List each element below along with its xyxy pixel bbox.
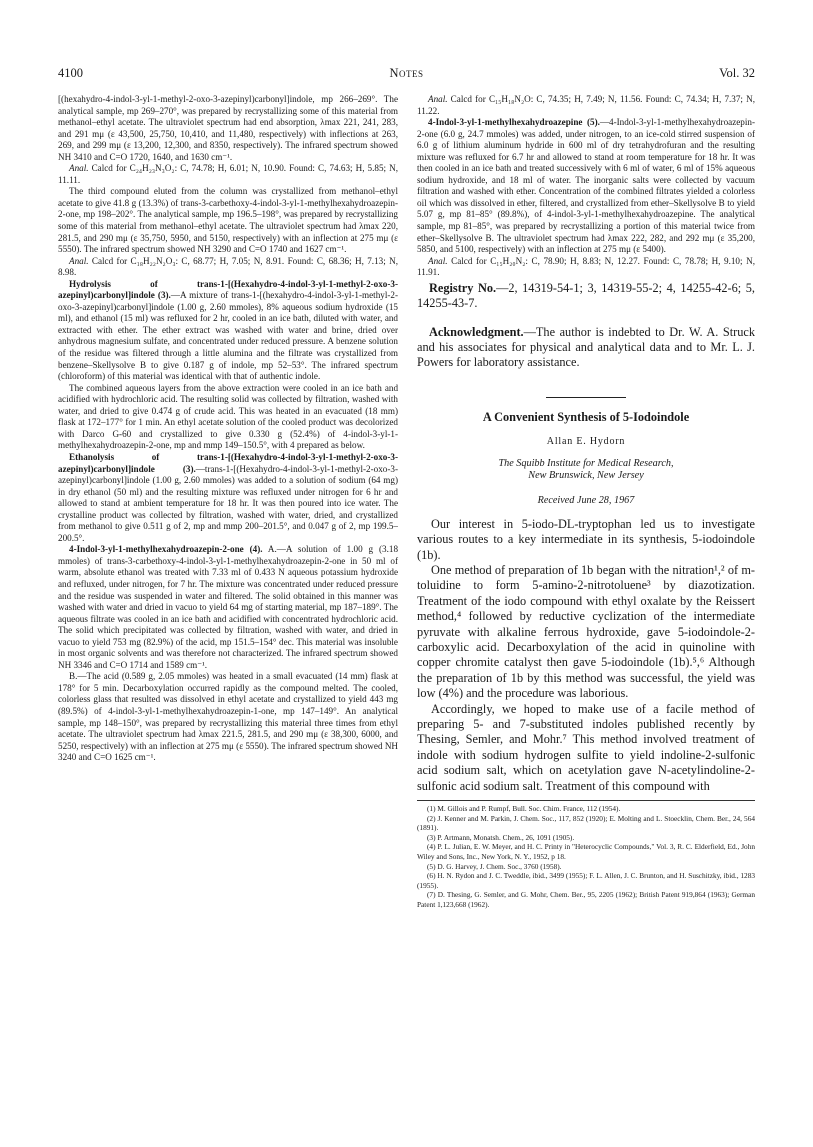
paragraph-lead: Anal.	[69, 163, 89, 174]
paragraph-heading: Hydrolysis of trans-1-[(Hexahydro-4-indol-3-yl-1-methyl-2-oxo-3-azepinyl)carbonyl]indole (3).	[58, 278, 398, 301]
article-paragraph: One method of preparation of 1b began with the nitration¹,² of m-toluidine to form 5-amino-2-nitrotoluene³ by diazotization. Treatment of the iodo compound with ethyl oxalate by the Reissert method,⁴ followed by reductive cyclization of the intermediate pyruvate with alkaline ferrous hydroxide, gave 5-iodoindole-2-carboxylic acid. Decarboxylation of the acid in quinoline with copper chromite catalyst then gave 5-iodoindole (1b).⁵,⁶ Although the preparation of 1b by this method was successful, the yield was low (4%) and the procedure was laborious.	[417, 563, 755, 701]
page-number: 4100	[58, 66, 83, 80]
paragraph-text: Calcd for C₂₄H₂₃N₃O₂: C, 74.78; H, 6.01; N, 10.90. Found: C, 74.63; H, 5.85; N, 11.11.	[58, 163, 398, 185]
paragraph	[58, 544, 398, 671]
footnotes	[417, 804, 755, 910]
footnote: (1) M. Gillois and P. Rumpf, Bull. Soc. Chim. France, 112 (1954).	[427, 804, 621, 814]
affiliation-line: The Squibb Institute for Medical Research,	[498, 457, 674, 469]
paragraph	[58, 383, 398, 452]
paragraph-heading: 4-Indol-3-yl-1-methylhexahydroazepine (5).	[428, 117, 600, 128]
left-column	[58, 94, 398, 764]
paragraph-text: Calcd for C₁₅H₂₀N₂: C, 78.90; H, 8.83; N, 12.27. Found: C, 78.78; H, 9.10; N, 11.91.	[417, 255, 755, 278]
paragraph-text: Calcd for C₁₅H₁₈N₂O: C, 74.35; H, 7.49; N, 11.56. Found: C, 74.34; H, 7.37; N, 11.22.	[417, 94, 755, 116]
footnote: (5) D. G. Harvey, J. Chem. Soc., 3760 (1958).	[427, 861, 562, 871]
paragraph-lead: Anal.	[428, 255, 448, 266]
paragraph-text: [(hexahydro-4-indol-3-yl-1-methyl-2-oxo-3-azepinyl)carbonyl]indole, mp 266–269°. The analytical sample, mp 269–270°, was prepared by recrystallizing some of this material from methanol–ethyl acetate. The ultraviolet spectrum had end absorption, λmax 221, 241, 283, and 291 mμ (ε 43,500, 25,750, 10,410, and 11,480, respectively) with inflections at 263, 269, and 299 mμ (ε 13,200, 12,300, and 8350, respectively). The infrared spectrum showed NH 3410 and C=O 1720, 1640, and 1630 cm⁻¹.	[58, 94, 398, 162]
paragraph-lead: Anal.	[428, 94, 448, 104]
paragraph	[58, 186, 398, 255]
article-affiliation	[417, 458, 755, 483]
paragraph-text: —trans-1-[(Hexahydro-4-indol-3-yl-1-methyl-2-oxo-3-azepinyl)carbonyl]indole (1.00 g, 2.60 mmoles) was added to a solution of sodium (64 mg) in dry ethanol (50 ml) and the resulting mixture was refluxed under nitrogen for 6 hr and allowed to stand at ambient temperature for 18 hr. It was then poured into ice water. The crystalline product was collected by filtration, washed with water, dried, and crystallized from methanol to give 0.511 g of 2, mp and mmp 200–201.5°, and 0.047 g of 2, mp 199.5–200.5°.	[58, 463, 398, 543]
article-author: Allan E. Hydorn	[546, 435, 626, 447]
paragraph	[58, 94, 398, 163]
right-column-experimental	[417, 94, 755, 279]
footnote: (7) D. Thesing, G. Semler, and G. Mohr, Chem. Ber., 95, 2205 (1962); British Patent 919,864 (1963); German Patent 1,123,668 (1962).	[417, 890, 755, 910]
article-paragraph: Accordingly, we hoped to make use of a facile method of preparing 5- and 7-substituted indoles published recently by Thesing, Semler, and Mohr.⁷ This method involved treatment of indole with sodium hydrogen sulfite to yield indoline-2-sulfonic acid sodium salt, which on acetylation gave N-acetylindoline-2-sulfonic acid sodium salt. Treatment of this compound with	[417, 701, 755, 793]
paragraph-text: A.—A solution of 1.00 g (3.18 mmoles) of trans-3-carbethoxy-4-indol-3-yl-1-methylhexahydroazepin-2-one in 50 ml of warm, absolute ethanol was treated with 7.33 ml of 0.433 N aqueous potassium hydroxide and refluxed, under nitrogen, for 7 hr. The mixture was concentrated under reduced pressure and the residue was suspended in water and filtered. The solid obtained in this manner was washed with water and dried in vacuo to yield 64 mg of starting material, mp 187–189°. The aqueous filtrate was cooled in an ice bath and acidified with concentrated hydrochloric acid. The solid which precipitated was collected by filtration, washed with water, and dried in vacuo to yield 753 mg (82.9%) of the acid, mp 151.5–154° dec. This material was insoluble in most organic solvents and was therefore not characterized. The infrared spectrum showed NH 3346 and C=O 1714 and 1589 cm⁻¹.	[58, 544, 399, 670]
acknowledgment-label: Acknowledgment.	[429, 324, 524, 339]
footnote: (4) P. L. Julian, E. W. Meyer, and H. C. Printy in "Heterocyclic Compounds," Vol. 3, R. C. Elderfield, Ed., John Wiley and Sons, Inc., New York, N. Y., 1952, p 18.	[417, 842, 755, 862]
paragraph-text: —A mixture of trans-1-[(hexahydro-4-indol-3-yl-1-methyl-2-oxo-3-azepinyl)carbonyl]indole (1.00 g, 2.60 mmoles), 8% aqueous sodium hydroxide (15 ml), and ethanol (15 ml) was refluxed for 2 hr, cooled in an ice bath, diluted with water, and extracted with ether. The ether extract was washed with water and brine, dried over anhydrous magnesium sulfate, and concentrated under reduced pressure. A benzene solution of the residue was filtered through a little alumina and the filtrate was crystallized from benzene–Skellysolve B to give 0.187 g of indole, mp 52–53°. The infrared spectrum (chloroform) of this material was identical with that of authentic indole.	[58, 290, 399, 382]
registry-text: —2, 14319-54-1; 3, 14319-55-2; 4, 14255-42-6; 5, 14255-43-7.	[417, 280, 755, 311]
section-title: Notes	[389, 66, 424, 80]
article-body	[417, 517, 755, 794]
received-date: Received June 28, 1967	[537, 494, 635, 506]
paragraph	[58, 671, 398, 763]
paragraph	[58, 163, 398, 186]
paragraph-text: The combined aqueous layers from the above extraction were cooled in an ice bath and acidified with hydrochloric acid. The resulting solid was collected by filtration, washed with water, and dried to give 0.474 g of crude acid. This was heated in an evacuated (18 mm) flask at 172–177° for 1 min. An ethyl acetate solution of the cooled product was decolorized with Darco G-60 and crystallized to give 0.330 g (52.4%) of 4-indol-3-yl-1-methylhexahydroazepin-2-one, mp and mmp 149–150.5°, with 4 prepared as below.	[58, 382, 398, 451]
paragraph-lead: Anal.	[69, 255, 89, 266]
paragraph-text: Calcd for C₁₈H₂₂N₂O₃: C, 68.77; H, 7.05; N, 8.91. Found: C, 68.36; H, 7.13; N, 8.98.	[58, 255, 398, 278]
paragraph-heading: 4-Indol-3-yl-1-methylhexahydroazepin-2-one (4).	[69, 544, 263, 555]
volume-label: Vol. 32	[719, 66, 755, 80]
footnote: (2) J. Kenner and M. Parkin, J. Chem. Soc., 117, 852 (1920); E. Molting and L. Stoecklin, Chem. Ber., 24, 564 (1891).	[417, 813, 755, 833]
section-divider	[546, 397, 626, 398]
registry-label: Registry No.	[429, 280, 497, 295]
paragraph	[417, 256, 755, 279]
footnote: (6) H. N. Rydon and J. C. Tweddle, ibid., 3499 (1955); F. L. Allen, J. C. Brunton, and H. Suschitzky, ibid., 1283 (1955).	[417, 871, 755, 890]
acknowledgment-text: —The author is indebted to Dr. W. A. Struck and his associates for physical and analytical data and to Mr. L. J. Powers for laboratory assistance.	[417, 324, 755, 370]
footnote-rule	[417, 800, 755, 801]
paragraph-text: —4-Indol-3-yl-1-methylhexahydroazepin-2-one (6.0 g, 24.7 mmoles) was added, under nitrogen, to an ice-cold stirred suspension of 6.0 g of lithium aluminum hydride in 600 ml of dry tetrahydrofuran and the resulting mixture was refluxed for 6.7 hr and allowed to stand at room temperature for 18 hr. It was then cooled in an ice bath and treated successively with 6 ml of water, 6 ml of 15% aqueous sodium hydroxide, and 18 ml of water. The inorganic salts were collected by vacuum filtration and washed with ether. Concentration of the combined filtrates yielded a colorless oil which was dissolved in ether, filtered, and crystallized from ether–Skellysolve B to yield 5.07 g, mp 81–85° (89.8%), of 4-indol-3-yl-1-methylhexahydroazepine. The analytical sample, mp 81–85°, was prepared by recrystallizing a portion of this material twice from ether–Skellysolve B. The ultraviolet spectrum had λmax 222, 282, and 292 mμ (ε 35,200, 5850, and 5100, respectively) with an inflection at 275 mμ (ε 5400).	[417, 117, 755, 255]
article-paragraph: Our interest in 5-iodo-DL-tryptophan led us to investigate various routes to a key intermediate in its synthesis, 5-iodoindole (1b).	[417, 516, 755, 562]
paragraph	[417, 94, 755, 117]
paragraph-text: The third compound eluted from the column was crystallized from methanol–ethyl acetate to give 41.8 g (13.3%) of trans-3-carbethoxy-4-indol-3-yl-1-methylhexahydroazepin-2-one, mp 198–202°. The analytical sample, mp 196.5–198°, was prepared by recrystallizing some of this material from methanol–ethyl acetate. The ultraviolet spectrum had λmax 220, 281.5, and 290 mμ (ε 35,750, 5950, and 5150, respectively) with an inflection at 275 mμ (ε 5550). The infrared spectrum showed NH 3290 and C=O 1740 and 1627 cm⁻¹.	[58, 186, 398, 255]
footnote: (3) P. Artmann, Monatsh. Chem., 26, 1091 (1905).	[427, 832, 575, 842]
paragraph-text: B.—The acid (0.589 g, 2.05 mmoles) was heated in a small evacuated (14 mm) flask at 178° for 5 min. Decarboxylation occurred rapidly as the compound melted. The cooled, colorless glass that resulted was dissolved in ethyl acetate and crystallized to yield 443 mg (89.5%) of 4-indol-3-yl-1-methylhexahydroazepin-1-one, mp 147–149°. An analytical sample, mp 148–150°, was prepared by recrystallizing this material three times from ethyl acetate. The ultraviolet spectrum had λmax 221.5, 281.5, and 290 mμ (ε 38,300, 6000, and 5250, respectively) with an inflection at 275 mμ (ε 5550). The infrared spectrum showed NH 3240 and C=O 1625 cm⁻¹.	[58, 671, 398, 763]
article-title: A Convenient Synthesis of 5-Iodoindole	[482, 409, 690, 424]
paragraph	[58, 279, 398, 383]
paragraph-heading: Ethanolysis of trans-1-[(Hexahydro-4-indol-3-yl-1-methyl-2-oxo-3-azepinyl)carbonyl]indole (3).	[58, 451, 398, 474]
paragraph	[417, 117, 755, 256]
registry-block	[417, 281, 755, 371]
running-header	[58, 66, 755, 82]
affiliation-line: New Brunswick, New Jersey	[528, 470, 644, 482]
paragraph	[58, 452, 398, 544]
right-column	[417, 94, 755, 910]
paragraph	[58, 256, 398, 279]
